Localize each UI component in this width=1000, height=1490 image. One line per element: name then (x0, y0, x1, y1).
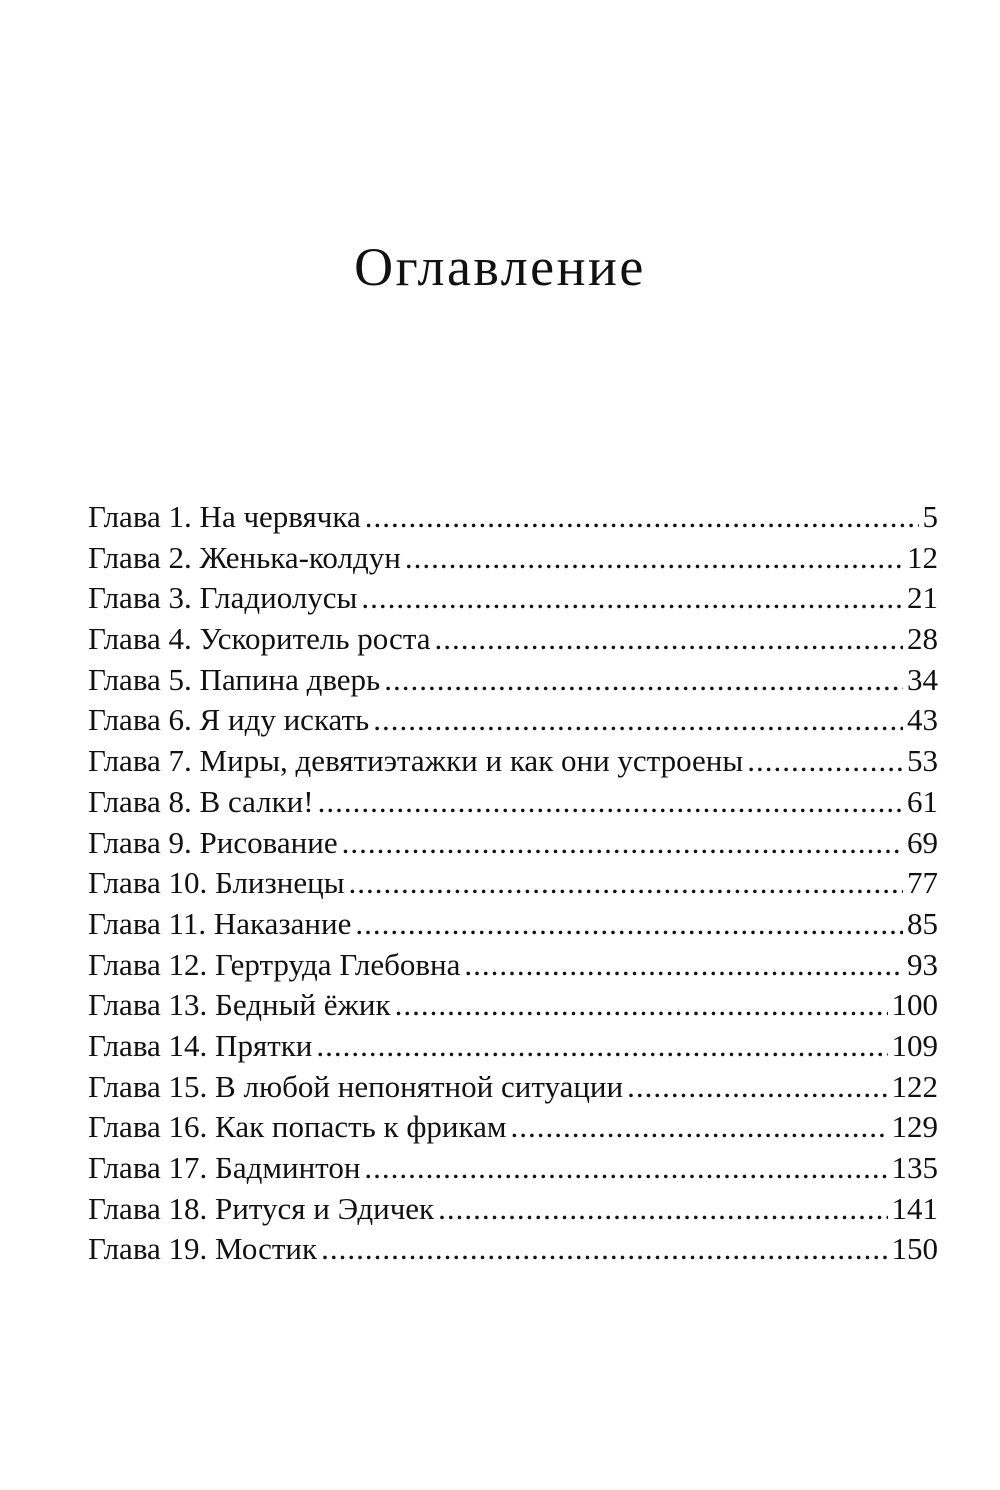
page-number: 53 (907, 743, 938, 779)
page-number: 141 (891, 1190, 938, 1226)
page-number: 109 (891, 1027, 938, 1063)
page-number: 150 (891, 1231, 938, 1267)
toc-entry[interactable] (88, 1229, 938, 1270)
page-number: 34 (907, 661, 938, 697)
chapter-title: Глава 4. Ускоритель роста (88, 621, 431, 657)
page-number: 85 (907, 905, 938, 941)
table-of-contents (88, 497, 938, 1270)
leader-dots (342, 823, 903, 864)
leader-dots (318, 782, 903, 823)
leader-dots (627, 1067, 887, 1108)
leader-dots (464, 945, 903, 986)
chapter-title: Глава 16. Как попасть к фрикам (88, 1109, 507, 1145)
chapter-title: Глава 1. На червячка (88, 499, 361, 534)
page-number: 69 (907, 824, 938, 860)
chapter-title: Глава 17. Бадминтон (88, 1150, 361, 1185)
chapter-title: Глава 18. Ритуся и Эдичек (88, 1190, 435, 1226)
chapter-title: Глава 3. Гладиолусы (88, 580, 358, 616)
leader-dots (438, 1189, 887, 1230)
toc-entry[interactable] (88, 578, 938, 619)
toc-entry[interactable] (88, 700, 938, 741)
chapter-title: Глава 9. Рисование (88, 824, 338, 860)
leader-dots (365, 497, 919, 538)
leader-dots (395, 985, 888, 1026)
toc-entry[interactable] (88, 1189, 938, 1230)
leader-dots (511, 1107, 888, 1148)
page-number: 135 (891, 1150, 938, 1185)
page-number: 122 (891, 1068, 938, 1104)
page-number: 21 (907, 580, 938, 616)
page-number: 93 (907, 946, 938, 982)
chapter-title: Глава 7. Миры, девятиэтажки и как они устроены (88, 743, 744, 779)
chapter-title: Глава 15. В любой непонятной ситуации (88, 1068, 624, 1104)
toc-entry[interactable] (88, 904, 938, 945)
page-number: 12 (907, 539, 938, 575)
toc-entry[interactable] (88, 985, 938, 1026)
page-number: 5 (922, 499, 938, 534)
chapter-title: Глава 8. В салки! (88, 783, 314, 819)
chapter-title: Глава 5. Папина дверь (88, 661, 381, 697)
toc-entry[interactable] (88, 1026, 938, 1067)
toc-entry[interactable] (88, 660, 938, 701)
page-title: Оглавление (354, 237, 646, 297)
page-number: 28 (907, 621, 938, 657)
toc-entry[interactable] (88, 619, 938, 660)
leader-dots (361, 578, 903, 619)
leader-dots (373, 700, 903, 741)
toc-entry[interactable] (88, 1107, 938, 1148)
page-number: 77 (907, 865, 938, 901)
toc-entry[interactable] (88, 497, 938, 538)
chapter-title: Глава 14. Прятки (88, 1027, 313, 1063)
leader-dots (435, 619, 904, 660)
page-number: 61 (907, 783, 938, 819)
toc-entry[interactable] (88, 538, 938, 579)
toc-entry[interactable] (88, 863, 938, 904)
chapter-title: Глава 12. Гертруда Глебовна (88, 946, 461, 982)
leader-dots (349, 863, 903, 904)
toc-entry[interactable] (88, 782, 938, 823)
toc-entry[interactable] (88, 945, 938, 986)
toc-entry[interactable] (88, 1148, 938, 1189)
leader-dots (405, 538, 903, 579)
chapter-title: Глава 11. Наказание (88, 905, 352, 941)
chapter-title: Глава 13. Бедный ёжик (88, 987, 391, 1023)
leader-dots (364, 1148, 887, 1189)
toc-entry[interactable] (88, 741, 938, 782)
chapter-title: Глава 10. Близнецы (88, 865, 345, 901)
chapter-title: Глава 6. Я иду искать (88, 702, 370, 738)
leader-dots (355, 904, 903, 945)
toc-entry[interactable] (88, 1067, 938, 1108)
toc-entry[interactable] (88, 823, 938, 864)
page-number: 43 (907, 702, 938, 738)
page-number: 129 (891, 1109, 938, 1145)
leader-dots (321, 1229, 887, 1270)
leader-dots (316, 1026, 887, 1067)
chapter-title: Глава 19. Мостик (88, 1231, 318, 1267)
chapter-title: Глава 2. Женька-колдун (88, 539, 401, 575)
leader-dots (747, 741, 903, 782)
page-number: 100 (891, 987, 938, 1023)
leader-dots (384, 660, 903, 701)
